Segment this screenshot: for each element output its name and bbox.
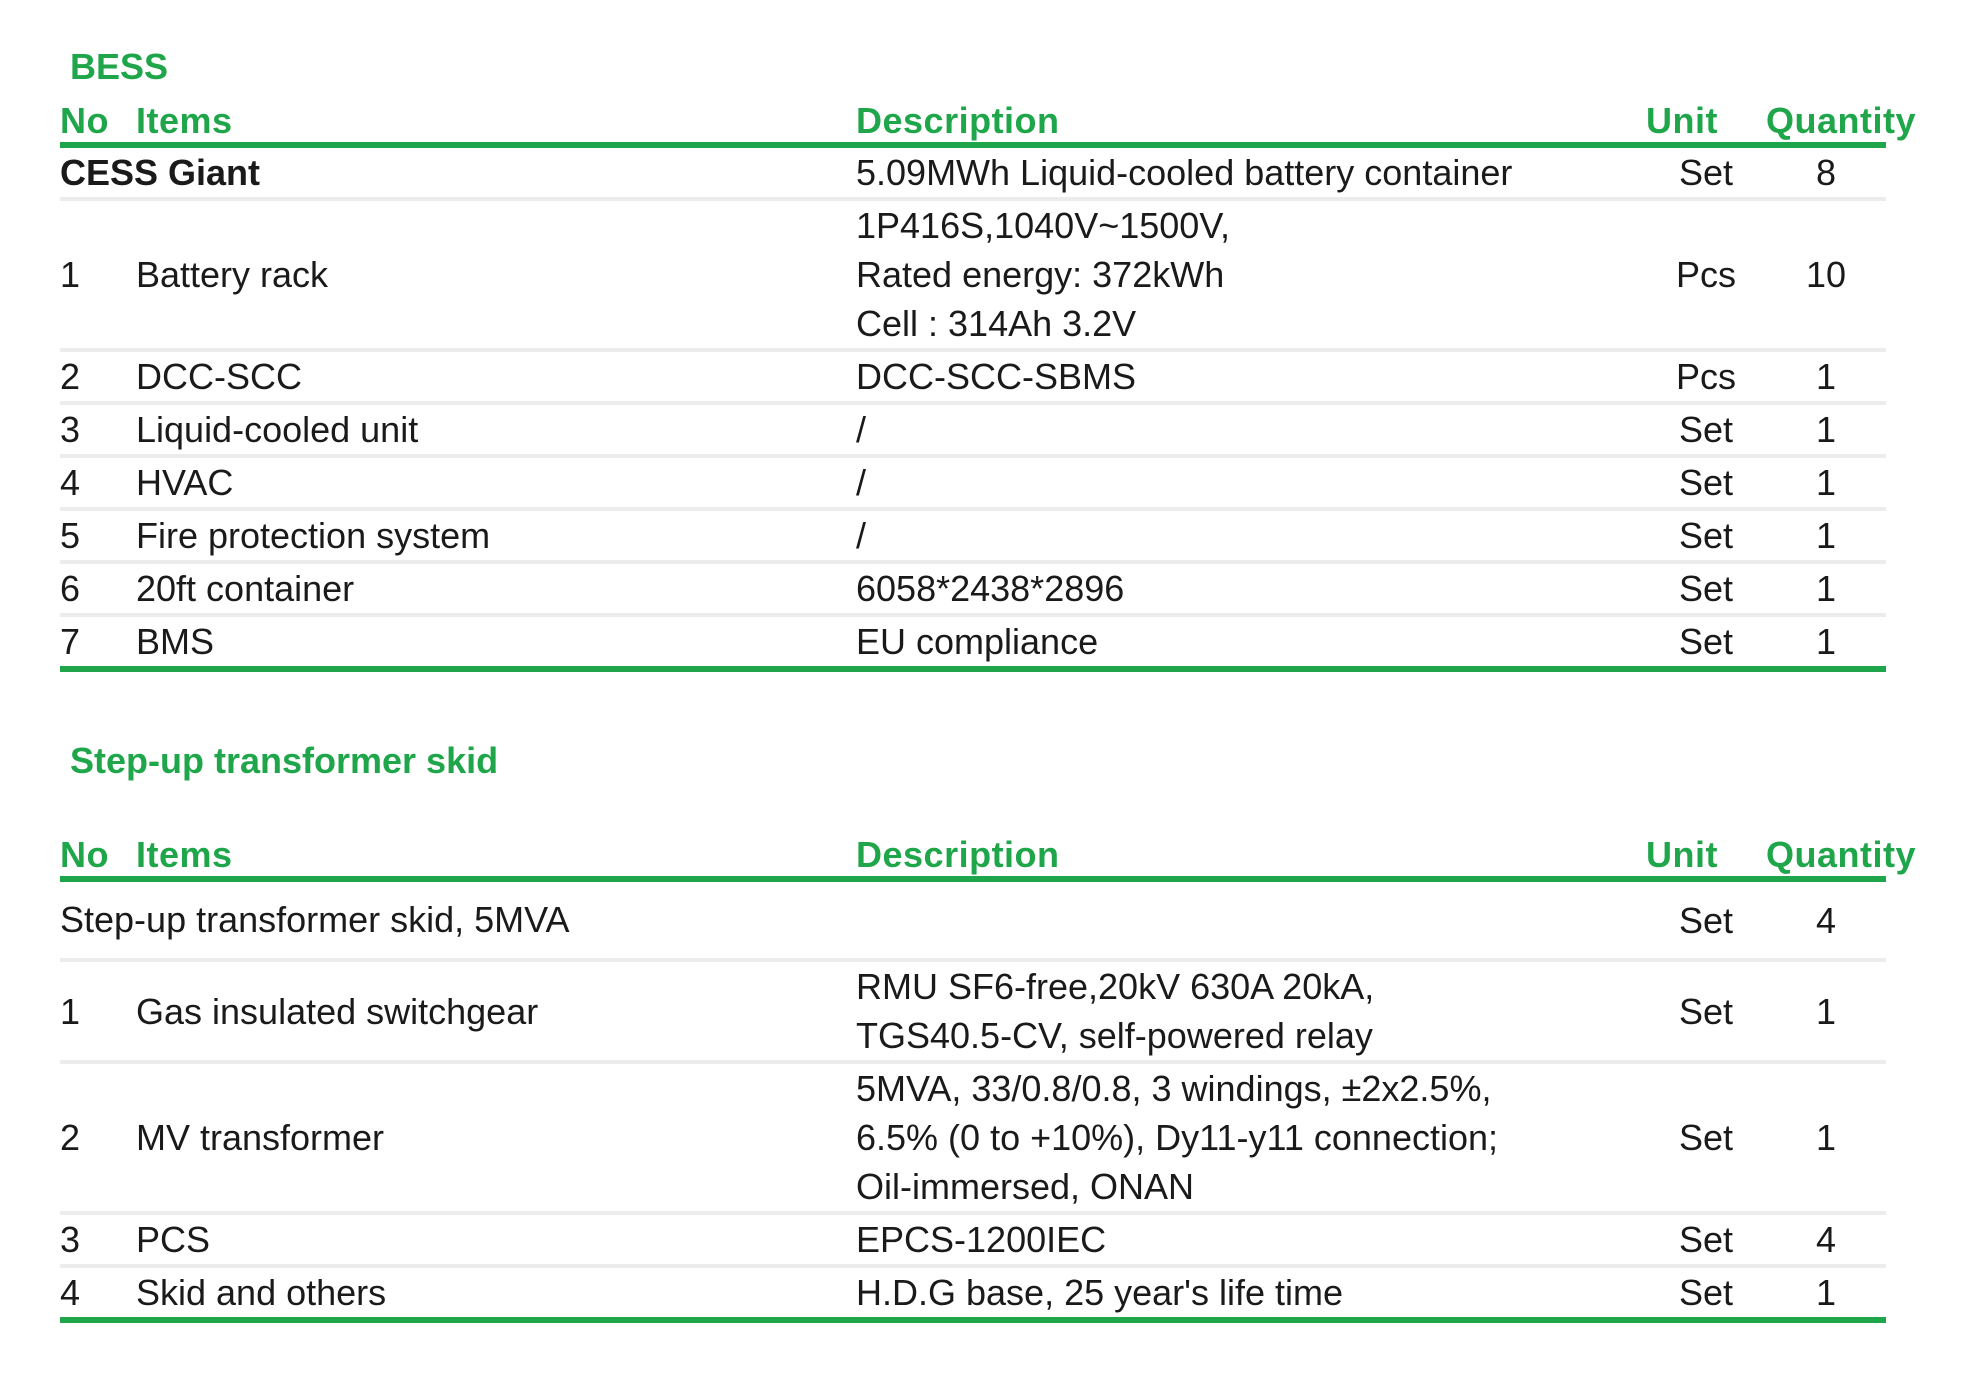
row-unit: Set — [1646, 960, 1766, 1062]
description-line: Oil-immersed, ONAN — [856, 1166, 1195, 1207]
table-row — [60, 615, 1886, 669]
row-description: EPCS-1200IEC — [856, 1213, 1646, 1266]
table-row — [60, 1266, 1886, 1320]
row-item: MV transformer — [136, 1062, 856, 1213]
row-description: EU compliance — [856, 615, 1646, 669]
group-quantity: 4 — [1766, 879, 1886, 960]
header-description: Description — [856, 98, 1646, 145]
row-no: 2 — [60, 350, 136, 403]
table-row — [60, 1213, 1886, 1266]
row-unit: Set — [1646, 456, 1766, 509]
row-item: PCS — [136, 1213, 856, 1266]
header-items: Items — [136, 832, 856, 879]
row-unit: Set — [1646, 1213, 1766, 1266]
group-name: CESS Giant — [60, 145, 856, 199]
header-unit: Unit — [1646, 832, 1766, 879]
header-description: Description — [856, 832, 1646, 879]
row-description — [856, 1062, 1646, 1213]
group-unit: Set — [1646, 145, 1766, 199]
table-row — [60, 509, 1886, 562]
description-line: TGS40.5-CV, self-powered relay — [856, 1015, 1373, 1056]
group-unit: Set — [1646, 879, 1766, 960]
row-no: 1 — [60, 960, 136, 1062]
row-quantity: 1 — [1766, 403, 1886, 456]
row-description: / — [856, 403, 1646, 456]
transformer-table — [60, 832, 1917, 1323]
row-quantity: 4 — [1766, 1213, 1886, 1266]
row-item: BMS — [136, 615, 856, 669]
row-item: DCC-SCC — [136, 350, 856, 403]
description-line: RMU SF6-free,20kV 630A 20kA, — [856, 966, 1375, 1007]
row-no: 6 — [60, 562, 136, 615]
row-unit: Pcs — [1646, 350, 1766, 403]
row-description — [856, 199, 1646, 350]
row-description — [856, 960, 1646, 1062]
row-item: HVAC — [136, 456, 856, 509]
header-quantity: Quantity — [1766, 98, 1886, 145]
row-description: 6058*2438*2896 — [856, 562, 1646, 615]
row-unit: Set — [1646, 1266, 1766, 1320]
row-unit: Set — [1646, 509, 1766, 562]
row-quantity: 1 — [1766, 456, 1886, 509]
row-item: Liquid-cooled unit — [136, 403, 856, 456]
description-line: Rated energy: 372kWh — [856, 254, 1225, 295]
description-line: Cell : 314Ah 3.2V — [856, 303, 1137, 344]
row-item: Gas insulated switchgear — [136, 960, 856, 1062]
table-row — [60, 403, 1886, 456]
row-no: 7 — [60, 615, 136, 669]
row-unit: Set — [1646, 1062, 1766, 1213]
header-unit: Unit — [1646, 98, 1766, 145]
group-name: Step-up transformer skid, 5MVA — [60, 879, 856, 960]
row-no: 2 — [60, 1062, 136, 1213]
row-quantity: 10 — [1766, 199, 1886, 350]
table-header-row — [60, 98, 1886, 145]
row-item: Battery rack — [136, 199, 856, 350]
group-row — [60, 145, 1886, 199]
row-item: Fire protection system — [136, 509, 856, 562]
row-unit: Set — [1646, 615, 1766, 669]
row-no: 5 — [60, 509, 136, 562]
row-item: Skid and others — [136, 1266, 856, 1320]
row-no: 3 — [60, 1213, 136, 1266]
row-quantity: 1 — [1766, 1062, 1886, 1213]
row-no: 4 — [60, 456, 136, 509]
row-description: / — [856, 456, 1646, 509]
description-line: 5MVA, 33/0.8/0.8, 3 windings, ±2x2.5%, — [856, 1068, 1492, 1109]
transformer-title: Step-up transformer skid — [70, 740, 499, 781]
row-unit: Set — [1646, 403, 1766, 456]
header-no: No — [60, 98, 136, 145]
table-row — [60, 350, 1886, 403]
group-description: 5.09MWh Liquid-cooled battery container — [856, 145, 1646, 199]
row-quantity: 1 — [1766, 960, 1886, 1062]
row-quantity: 1 — [1766, 350, 1886, 403]
group-quantity: 8 — [1766, 145, 1886, 199]
row-quantity: 1 — [1766, 562, 1886, 615]
table-header-row — [60, 832, 1886, 879]
row-description: H.D.G base, 25 year's life time — [856, 1266, 1646, 1320]
table-row — [60, 562, 1886, 615]
table-row — [60, 960, 1886, 1062]
header-no: No — [60, 832, 136, 879]
description-line: 6.5% (0 to +10%), Dy11-y11 connection; — [856, 1117, 1499, 1158]
table-row — [60, 199, 1886, 350]
description-line: 1P416S,1040V~1500V, — [856, 205, 1231, 246]
row-description: / — [856, 509, 1646, 562]
group-row — [60, 879, 1886, 960]
row-description: DCC-SCC-SBMS — [856, 350, 1646, 403]
table-row — [60, 456, 1886, 509]
bess-table — [60, 98, 1917, 672]
header-quantity: Quantity — [1766, 832, 1886, 879]
row-no: 3 — [60, 403, 136, 456]
bess-title: BESS — [70, 46, 169, 87]
row-unit: Set — [1646, 562, 1766, 615]
row-no: 4 — [60, 1266, 136, 1320]
row-quantity: 1 — [1766, 509, 1886, 562]
header-items: Items — [136, 98, 856, 145]
table-row — [60, 1062, 1886, 1213]
row-quantity: 1 — [1766, 615, 1886, 669]
row-item: 20ft container — [136, 562, 856, 615]
group-description — [856, 879, 1646, 960]
row-unit: Pcs — [1646, 199, 1766, 350]
row-no: 1 — [60, 199, 136, 350]
row-quantity: 1 — [1766, 1266, 1886, 1320]
